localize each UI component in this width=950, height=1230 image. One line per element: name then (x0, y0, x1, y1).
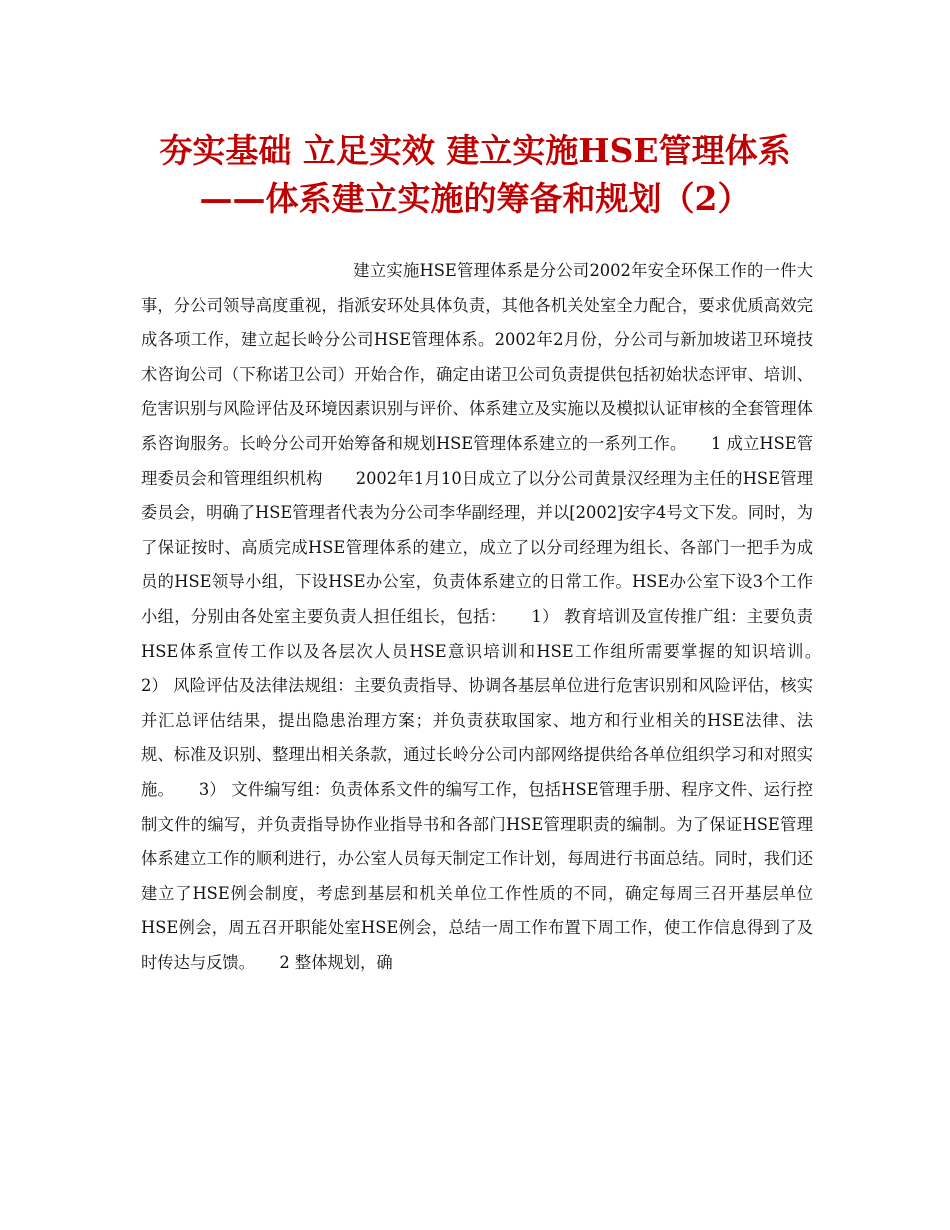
body-paragraph-text: 建立实施HSE管理体系是分公司2002年安全环保工作的一件大事，分公司领导高度重视，指派安环处具体负责，其他各机关处室全力配合，要求优质高效完成各项工作，建立起长岭分公司HSE管理体系。2002年2月份，分公司与新加坡诺卫环境技术咨询公司（下称诺卫公司）开始合作，确定由诺卫公司负责提供包括初始状态评审、培训、危害识别与风险评估及环境因素识别与评价、体系建立及实施以及模拟认证审核的全套管理体系咨询服务。长岭分公司开始筹备和规划HSE管理体系建立的一系列工作。 1 成立HSE管理委员会和管理组织机构 2002年1月10日成立了以分公司黄景汉经理为主任的HSE管理委员会，明确了HSE管理者代表为分公司李华副经理，并以[2002]安字4号文下发。同时，为了保证按时、高质完成HSE管理体系的建立，成立了以分司经理为组长、各部门一把手为成员的HSE领导小组，下设HSE办公室，负责体系建立的日常工作。HSE办公室下设3个工作小组，分别由各处室主要负责人担任组长，包括： 1） 教育培训及宣传推广组：主要负责HSE体系宣传工作以及各层次人员HSE意识培训和HSE工作组所需要掌握的知识培训。 2） 风险评估及法律法规组：主要负责指导、协调各基层单位进行危害识别和风险评估，核实并汇总评估结果，提出隐患治理方案；并负责获取国家、地方和行业相关的HSE法律、法规、标准及识别、整理出相关条款，通过长岭分公司内部网络提供给各单位组织学习和对照实施。 3） 文件编写组：负责体系文件的编写工作，包括HSE管理手册、程序文件、运行控制文件的编写，并负责指导协作业指导书和各部门HSE管理职责的编制。为了保证HSE管理体系建立工作的顺利进行，办公室人员每天制定工作计划，每周进行书面总结。同时，我们还建立了HSE例会制度，考虑到基层和机关单位工作性质的不同，确定每周三召开基层单位HSE例会，周五召开职能处室HSE例会，总结一周工作布置下周工作，使工作信息得到了及时传达与反馈。 2 整体规划，确 (141, 261, 846, 972)
title-line-1: 夯实基础 立足实效 建立实施HSE管理体系 (159, 131, 791, 170)
title-line-2: ——体系建立实施的筹备和规划（2） (199, 179, 751, 218)
document-body (141, 254, 846, 980)
body-paragraph (141, 254, 846, 980)
document-title (120, 128, 830, 222)
